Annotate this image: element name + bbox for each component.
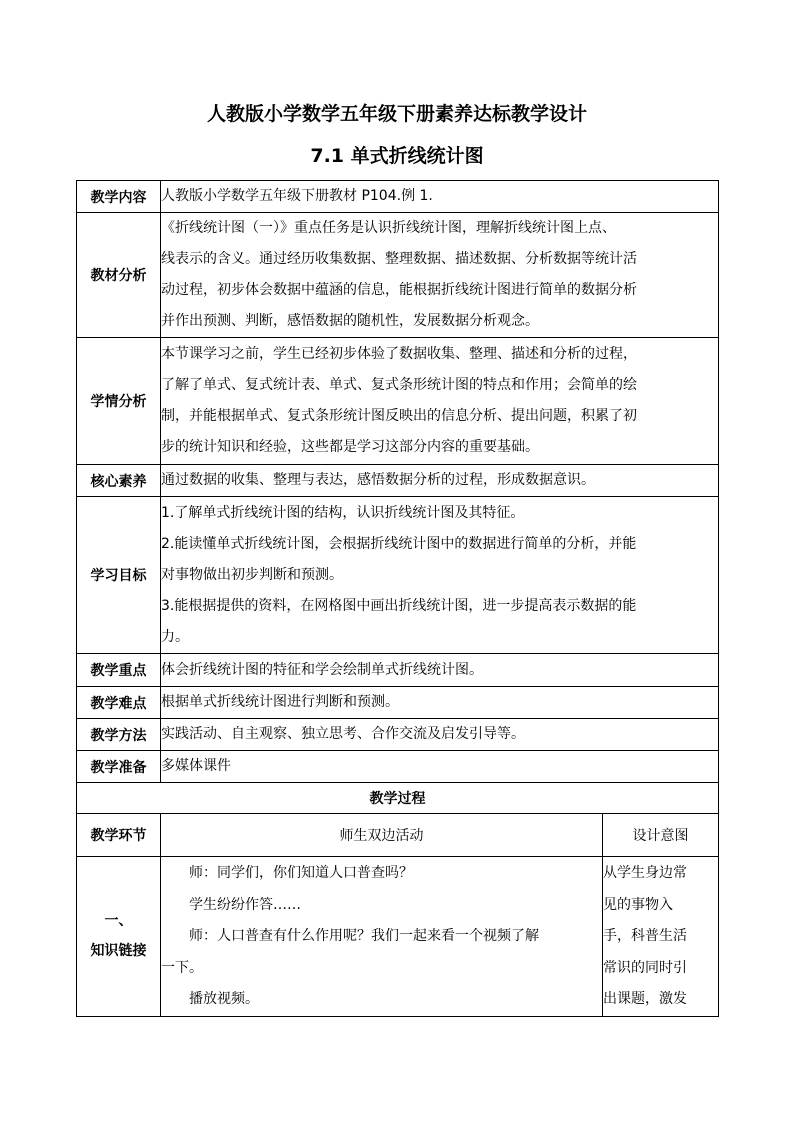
row-learning-goals xyxy=(77,497,719,654)
analysis-line: 《折线统计图（一）》重点任务是认识折线统计图，理解折线统计图上点、 xyxy=(161,220,616,236)
value-teaching-methods: 实践活动、自主观察、独立思考、合作交流及启发引导等。 xyxy=(161,719,719,751)
value-teaching-preparation: 多媒体课件 xyxy=(161,751,719,783)
goal-line: 3.能根据提供的资料，在网格图中画出折线统计图，进一步提高表示数据的能 xyxy=(161,597,637,614)
document-subtitle: 7.1 单式折线统计图 xyxy=(310,145,484,167)
row-learner-analysis xyxy=(77,338,719,465)
document-title: 人教版小学数学五年级下册素养达标教学设计 xyxy=(206,103,587,125)
value-teaching-content: 人教版小学数学五年级下册教材 P104.例 1. xyxy=(161,181,719,213)
row-core-literacy xyxy=(77,465,719,497)
label-teaching-focus: 教学重点 xyxy=(77,654,161,687)
value-learning-goals xyxy=(161,497,719,654)
label-teaching-preparation: 教学准备 xyxy=(77,751,161,783)
analysis-line: 并作出预测、判断，感悟数据的随机性，发展数据分析观念。 xyxy=(161,313,539,329)
intent-line: 手，科普生活 xyxy=(603,928,687,944)
column-stage: 教学环节 xyxy=(77,814,161,857)
goal-line: 力。 xyxy=(161,628,189,645)
lesson-plan-table xyxy=(76,180,719,1017)
intent-line: 常识的同时引 xyxy=(603,959,687,976)
stage-activity xyxy=(161,857,603,1017)
row-teaching-content xyxy=(77,181,719,213)
row-teaching-focus xyxy=(77,654,719,687)
column-intent: 设计意图 xyxy=(603,814,719,857)
label-learning-goals: 学习目标 xyxy=(77,497,161,654)
row-stage-knowledge-link xyxy=(77,857,719,1017)
label-teaching-content: 教学内容 xyxy=(77,181,161,213)
goal-line: 2.能读懂单式折线统计图，会根据折线统计图中的数据进行简单的分析，并能 xyxy=(161,535,637,552)
learner-line: 步的统计知识和经验，这些都是学习这部分内容的重要基础。 xyxy=(161,439,539,455)
dialog-line: 一下。 xyxy=(161,959,203,976)
row-teaching-difficulty xyxy=(77,687,719,719)
stage-knowledge-link xyxy=(77,857,161,1017)
process-header: 教学过程 xyxy=(77,783,719,814)
label-textbook-analysis: 教材分析 xyxy=(77,213,161,338)
stage-number: 一、 xyxy=(104,913,133,930)
analysis-line: 动过程，初步体会数据中蕴涵的信息，能根据折线统计图进行简单的数据分析 xyxy=(161,282,637,298)
label-teaching-difficulty: 教学难点 xyxy=(77,687,161,719)
stage-name: 知识链接 xyxy=(90,943,147,960)
dialog-line: 学生纷纷作答…… xyxy=(189,896,301,913)
value-learner-analysis xyxy=(161,338,719,465)
label-teaching-methods: 教学方法 xyxy=(77,719,161,751)
learner-line: 制，并能根据单式、复式条形统计图反映出的信息分析、提出问题，积累了初 xyxy=(161,408,637,424)
row-process-columns xyxy=(77,814,719,857)
row-teaching-methods xyxy=(77,719,719,751)
label-learner-analysis: 学情分析 xyxy=(77,338,161,465)
row-process-header xyxy=(77,783,719,814)
learner-line: 本节课学习之前，学生已经初步体验了数据收集、整理、描述和分析的过程， xyxy=(161,346,637,362)
value-teaching-focus: 体会折线统计图的特征和学会绘制单式折线统计图。 xyxy=(161,654,719,687)
intent-line: 见的事物入 xyxy=(603,896,673,913)
value-teaching-difficulty: 根据单式折线统计图进行判断和预测。 xyxy=(161,687,719,719)
row-teaching-preparation xyxy=(77,751,719,783)
value-textbook-analysis xyxy=(161,213,719,338)
column-activity: 师生双边活动 xyxy=(161,814,603,857)
dialog-line: 师：人口普查有什么作用呢？我们一起来看一个视频了解 xyxy=(189,928,539,944)
intent-line: 从学生身边常 xyxy=(603,865,687,881)
analysis-line: 线表示的含义。通过经历收集数据、整理数据、描述数据、分析数据等统计活 xyxy=(161,251,637,267)
value-core-literacy: 通过数据的收集、整理与表达，感悟数据分析的过程，形成数据意识。 xyxy=(161,465,719,497)
goal-line: 对事物做出初步判断和预测。 xyxy=(161,566,343,583)
label-core-literacy: 核心素养 xyxy=(77,465,161,497)
learner-line: 了解了单式、复式统计表、单式、复式条形统计图的特点和作用；会简单的绘 xyxy=(161,377,637,393)
dialog-line: 播放视频。 xyxy=(189,991,259,1007)
row-textbook-analysis xyxy=(77,213,719,338)
intent-line: 出课题，激发 xyxy=(603,991,687,1007)
dialog-line: 师：同学们，你们知道人口普查吗？ xyxy=(189,865,413,881)
stage-intent xyxy=(603,857,719,1017)
goal-line: 1.了解单式折线统计图的结构，认识折线统计图及其特征。 xyxy=(161,504,525,521)
